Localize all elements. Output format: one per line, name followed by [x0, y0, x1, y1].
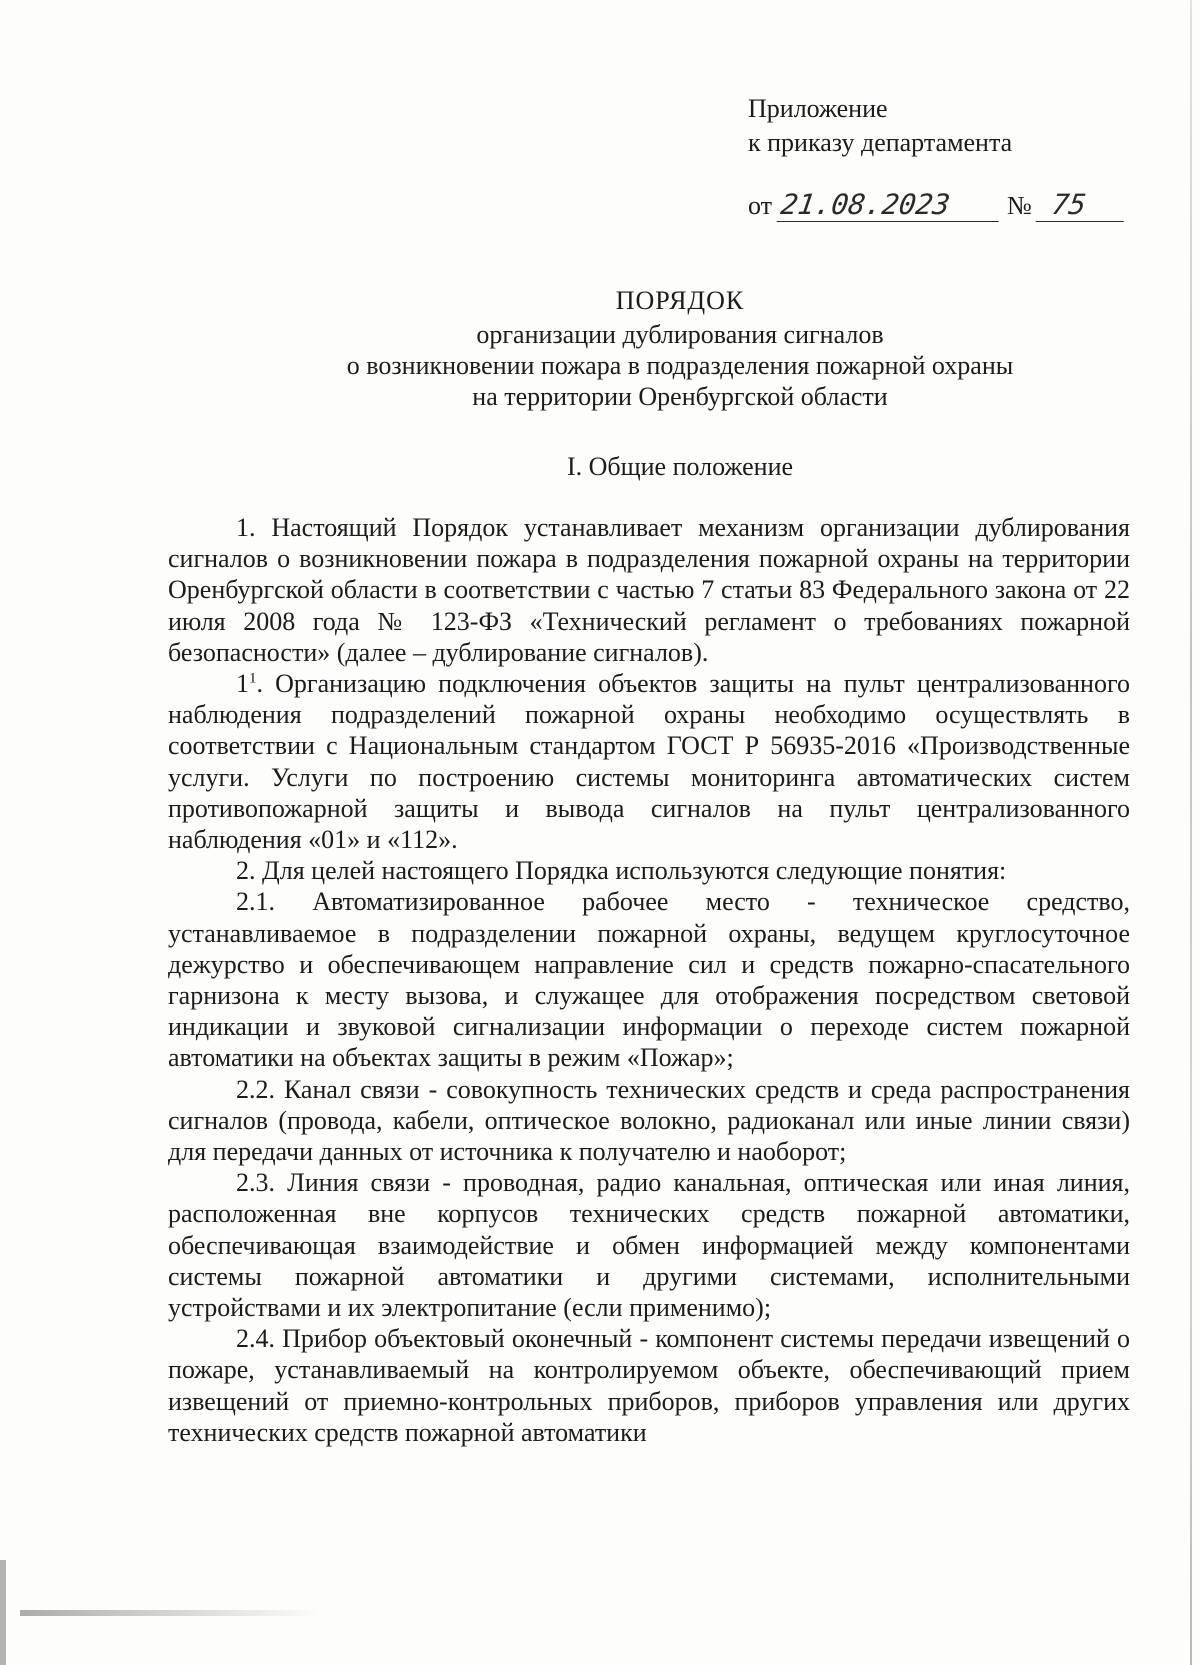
title-heading: ПОРЯДОК [615, 286, 745, 315]
paragraph-1-1 [168, 668, 1130, 855]
appendix-label: Приложение [748, 94, 888, 123]
scan-smudge [20, 1610, 320, 1616]
paragraph-2-2: 2.2. Канал связи - совокупность технических средств и среда распространения сигналов (провода, кабели, оптическое волокно, радиоканал или иные линии связи) для передачи данных от источника к получателю и наоборот; [168, 1074, 1130, 1167]
paragraph-2-3: 2.3. Линия связи - проводная, радио канальная, оптическая или иная линия, расположенная вне корпусов технических средств пожарной автоматики, обеспечивающая взаимодействие и обмен информацией между компонентами системы пожарной автоматики и другими системами, исполнительными устройствами и их электропитание (если применимо); [168, 1168, 1130, 1323]
order-date-number-line [748, 188, 1126, 222]
title-line-1: организации дублирования сигналов [476, 320, 884, 349]
date-prefix: от [748, 191, 773, 220]
scan-edge-right [1190, 0, 1192, 1665]
handwritten-number: 75 [1036, 188, 1129, 222]
paragraph-1: 1. Настоящий Порядок устанавливает механизм организации дублирования сигналов о возникновении пожара в подразделения пожарной охраны на территории Оренбургской области в соответствии с частью 7 статьи 83 Федерального закона от 22 июля 2008 года № 123-ФЗ «Технический регламент о требованиях пожарной безопасности» (далее – дублирование сигналов). [168, 513, 1130, 667]
paragraph-1-1-text: . Организацию подключения объектов защиты на пульт централизованного наблюдения подразделений пожарной охраны необходимо осуществлять в соответствии с Национальным стандартом ГОСТ Р 56935-2016 «Производственные услуги. Услуги по построению системы мониторинга автоматических систем противопожарной защиты и вывода сигналов на пульт централизованного наблюдения «01» и «112». [168, 669, 1130, 855]
paragraph-2: 2. Для целей настоящего Порядка используются следующие понятия: [236, 856, 1007, 886]
paragraph-1-1-number: 1 [236, 669, 249, 699]
handwritten-date: 21.08.2023 [776, 188, 1003, 222]
appendix-order-ref: к приказу департамента [748, 128, 1013, 157]
section-title: I. Общие положение [566, 452, 794, 481]
paragraph-2-4: 2.4. Прибор объектовый оконечный - компонент системы передачи извещений о пожаре, устанавливаемый на контролируемом объекте, обеспечивающий прием извещений от приемно-контрольных приборов, приборов управления или других технических средств пожарной автоматики [168, 1324, 1130, 1447]
title-line-2: о возникновении пожара в подразделения пожарной охраны [346, 351, 1014, 380]
paragraph-1-1-superscript: 1 [249, 670, 257, 687]
appendix-header [748, 92, 1012, 160]
document-body [168, 512, 1130, 1448]
document-title [130, 285, 1200, 412]
scan-edge-left [0, 1560, 6, 1665]
title-line-3: на территории Оренбургской области [472, 382, 888, 411]
paragraph-2-1: 2.1. Автоматизированное рабочее место - техническое средство, устанавливаемое в подразделении пожарной охраны, ведущем круглосуточное дежурство и обеспечивающем направление сил и средств пожарно-спасательного гарнизона к месту вызова, и служащее для отображения посредством световой индикации и звуковой сигнализации информации о переходе систем пожарной автоматики на объектах защиты в режим «Пожар»; [168, 887, 1130, 1073]
number-prefix: № [1007, 191, 1032, 220]
